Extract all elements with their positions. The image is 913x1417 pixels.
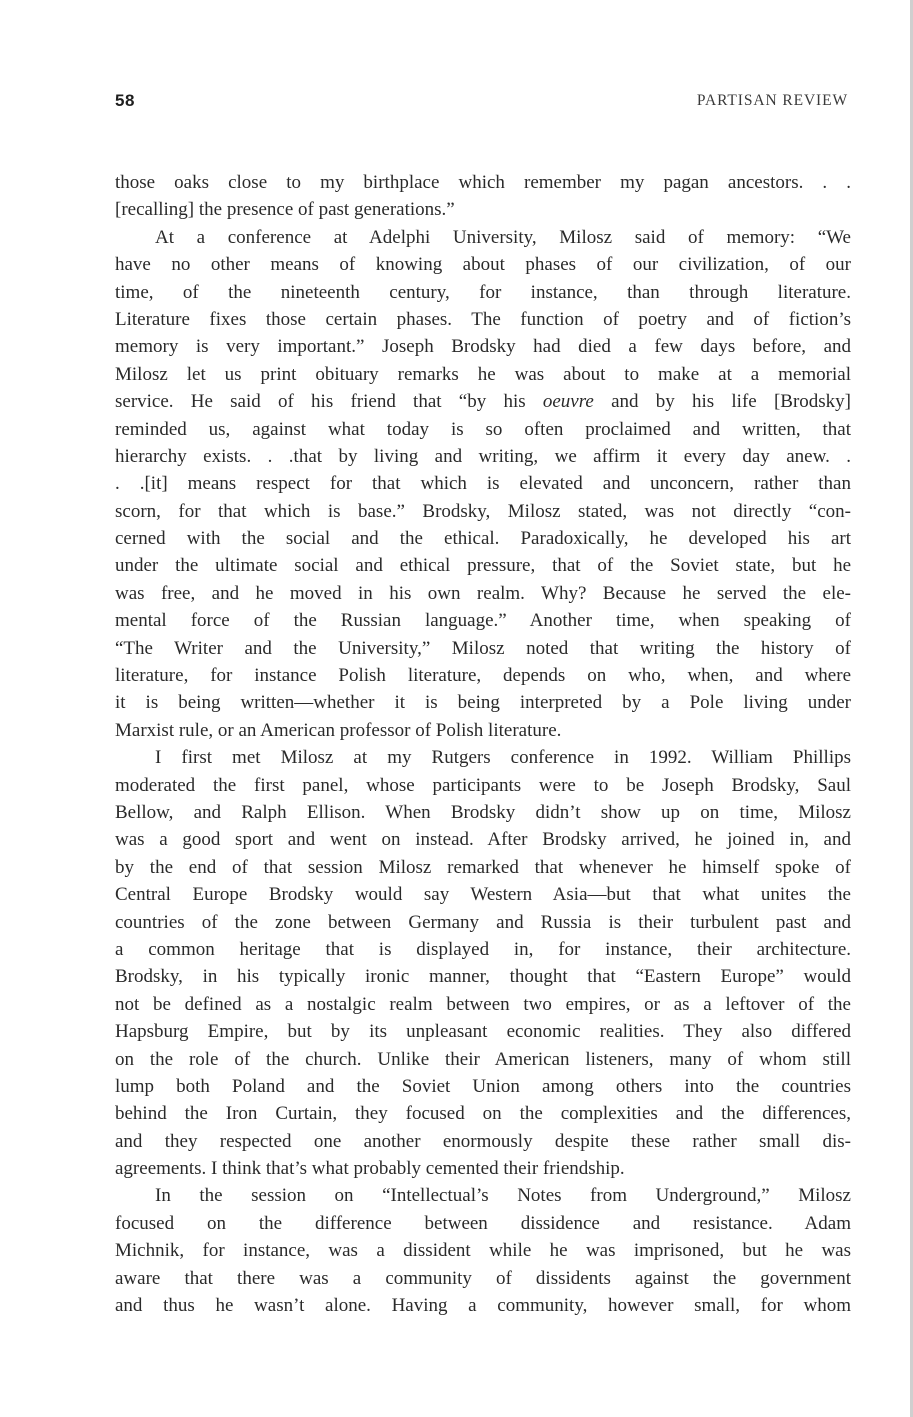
text-line: Hapsburg Empire, but by its unpleasant economic realities. They also differed	[115, 1021, 851, 1043]
text-line: [recalling] the presence of past generations.”	[115, 199, 455, 221]
text-line: not be defined as a nostalgic realm between two empires, or as a leftover of the	[115, 993, 851, 1015]
text-line: aware that there was a community of dissidents against the government	[115, 1267, 851, 1289]
text-line: I first met Milosz at my Rutgers conference in 1992. William Phillips	[155, 747, 851, 769]
text-line: on the role of the church. Unlike their American listeners, many of whom still	[115, 1048, 851, 1070]
text-line: At a conference at Adelphi University, Milosz said of memory: “We	[155, 226, 851, 248]
text-line: mental force of the Russian language.” Another time, when speaking of	[115, 610, 851, 632]
text-line: lump both Poland and the Soviet Union among others into the countries	[115, 1075, 851, 1097]
journal-title: PARTISAN REVIEW	[696, 92, 848, 109]
text-line: agreements. I think that’s what probably cemented their friendship.	[115, 1158, 625, 1180]
text-line: and thus he wasn’t alone. Having a community, however small, for whom	[115, 1295, 851, 1317]
page-number: 58	[115, 91, 135, 110]
text-line: Michnik, for instance, was a dissident while he was imprisoned, but he was	[115, 1240, 851, 1262]
text-line: . .[it] means respect for that which is elevated and unconcern, rather than	[115, 473, 851, 495]
text-line: reminded us, against what today is so often proclaimed and written, that	[115, 418, 851, 440]
italic-word: oeuvre	[542, 391, 594, 413]
text-line: Brodsky, in his typically ironic manner, thought that “Eastern Europe” would	[115, 966, 851, 988]
text-line: countries of the zone between Germany and Russia is their turbulent past and	[115, 911, 851, 933]
text-line: Literature fixes those certain phases. The function of poetry and of fiction’s	[115, 308, 851, 330]
text-line: and they respected one another enormously despite these rather small dis-	[115, 1130, 851, 1152]
text-line: was free, and he moved in his own realm. Why? Because he served the ele-	[115, 582, 851, 604]
text-line: moderated the first panel, whose participants were to be Joseph Brodsky, Saul	[115, 774, 851, 796]
body-text	[115, 169, 851, 1319]
running-head	[115, 91, 848, 115]
text-line: behind the Iron Curtain, they focused on the complexities and the differences,	[115, 1103, 851, 1125]
text-line: it is being written—whether it is being interpreted by a Pole living under	[115, 692, 851, 714]
text-line: have no other means of knowing about phases of our civilization, of our	[115, 254, 851, 276]
text-line: memory is very important.” Joseph Brodsky had died a few days before, and	[115, 336, 851, 358]
text-line: cerned with the social and the ethical. Paradoxically, he developed his art	[115, 528, 851, 550]
text-line: service. He said of his friend that “by his oeuvre and by his life [Brodsky]	[115, 391, 851, 413]
text-line: focused on the difference between dissidence and resistance. Adam	[115, 1212, 851, 1234]
text-line: “The Writer and the University,” Milosz noted that writing the history of	[115, 637, 851, 659]
text-line: scorn, for that which is base.” Brodsky, Milosz stated, was not directly “con-	[115, 500, 851, 522]
text-line: was a good sport and went on instead. After Brodsky arrived, he joined in, and	[115, 829, 851, 851]
text-line: literature, for instance Polish literature, depends on who, when, and where	[115, 665, 851, 687]
text-line: Bellow, and Ralph Ellison. When Brodsky didn’t show up on time, Milosz	[115, 801, 851, 823]
text-line: Central Europe Brodsky would say Western Asia—but that what unites the	[115, 884, 851, 906]
text-line: those oaks close to my birthplace which remember my pagan ancestors. . .	[115, 172, 851, 193]
text-line: time, of the nineteenth century, for instance, than through literature.	[115, 281, 851, 303]
text-line: a common heritage that is displayed in, for instance, their architecture.	[115, 938, 851, 960]
text-line: Milosz let us print obituary remarks he was about to make at a memorial	[115, 363, 851, 385]
text-line: hierarchy exists. . .that by living and writing, we affirm it every day anew. .	[115, 445, 851, 467]
text-line: by the end of that session Milosz remarked that whenever he himself spoke of	[115, 856, 851, 878]
text-line: under the ultimate social and ethical pressure, that of the Soviet state, but he	[115, 555, 851, 577]
text-line: Marxist rule, or an American professor of Polish literature.	[115, 719, 562, 741]
text-line: In the session on “Intellectual’s Notes from Underground,” Milosz	[155, 1185, 851, 1207]
